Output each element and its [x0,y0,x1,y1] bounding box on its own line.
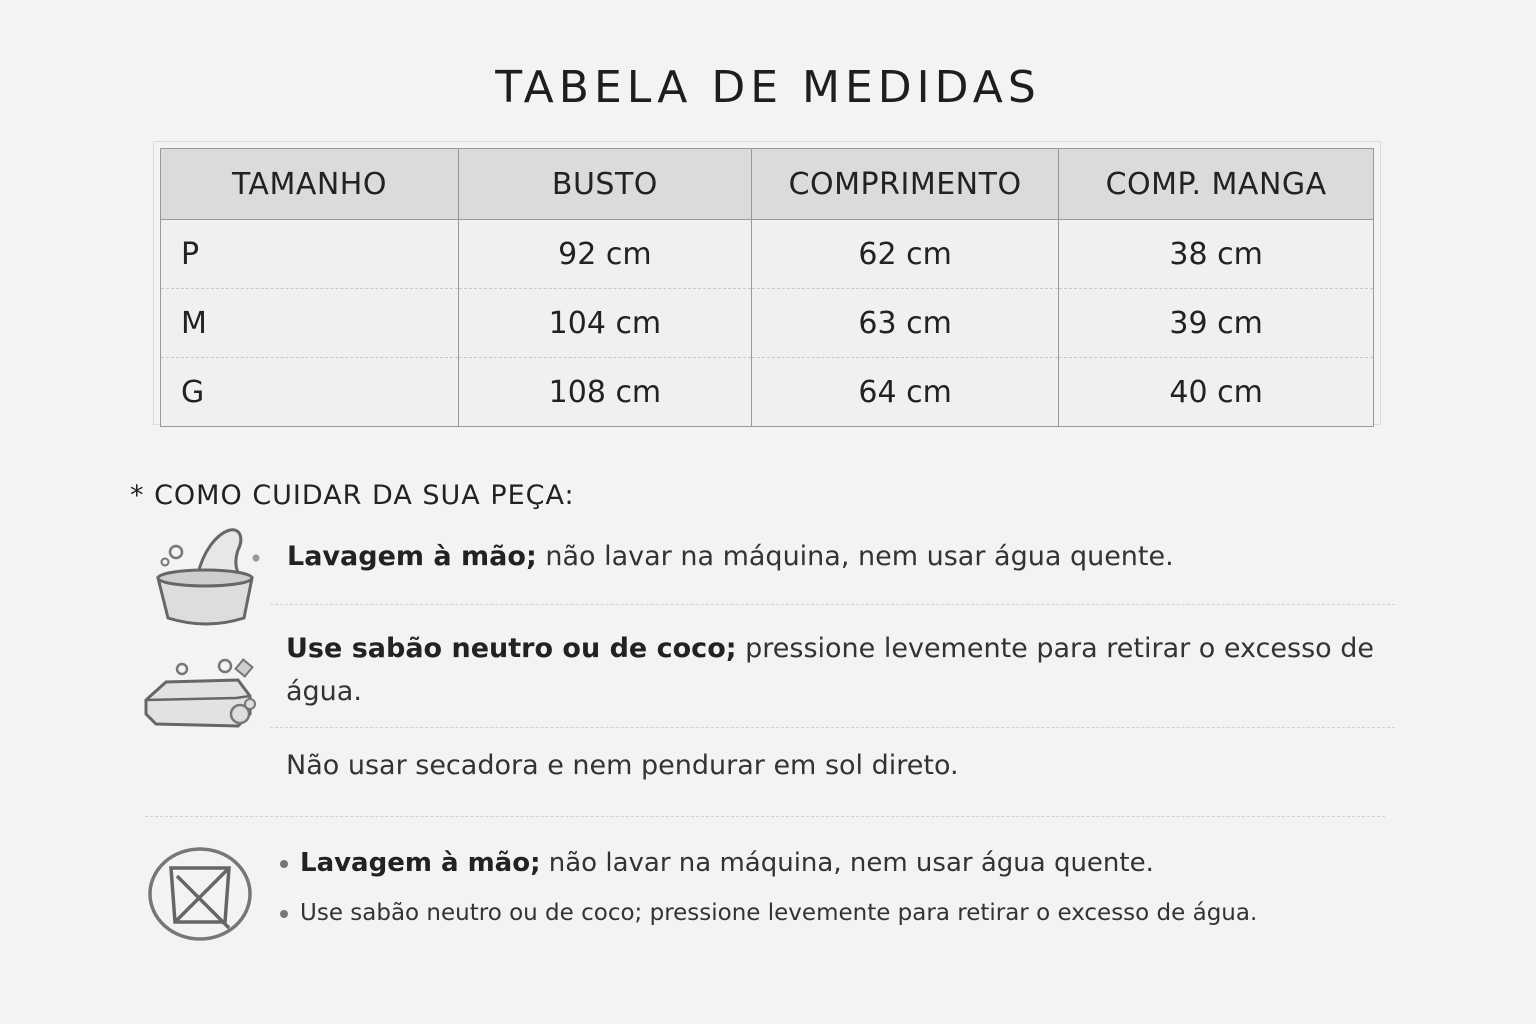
header-busto: BUSTO [458,149,751,220]
table-row [161,289,1374,358]
cell-comp-manga: 39 cm [1059,289,1374,358]
header-comprimento: COMPRIMENTO [751,149,1058,220]
care-item-soap: Use sabão neutro ou de coco; pressione levemente para retirar o excesso de água. [286,633,1374,707]
table-row [161,358,1374,427]
care-item-dryer: Não usar secadora e nem pendurar em sol direto. [286,750,959,781]
divider [270,727,1395,728]
cell-busto: 92 cm [458,220,751,289]
bullet-dot [280,910,288,918]
cell-comprimento: 64 cm [751,358,1058,427]
bullet-item: Lavagem à mão; não lavar na máquina, nem usar água quente. [280,848,1154,878]
header-tamanho: TAMANHO [161,149,459,220]
cell-size: M [161,289,459,358]
cell-comprimento: 63 cm [751,289,1058,358]
cell-comp-manga: 38 cm [1059,220,1374,289]
hand-wash-icon [148,522,264,632]
cell-comp-manga: 40 cm [1059,358,1374,427]
divider [270,604,1395,605]
cell-busto: 108 cm [458,358,751,427]
care-heading: * COMO CUIDAR DA SUA PEÇA: [130,480,575,511]
soap-icon [142,656,264,732]
cell-size: G [161,358,459,427]
divider [145,816,1385,817]
cell-busto: 104 cm [458,289,751,358]
care-item-hand-wash: Lavagem à mão; não lavar na máquina, nem usar água quente. [287,541,1174,572]
cell-size: P [161,220,459,289]
page-title: TABELA DE MEDIDAS [495,62,1041,113]
table-header-row [161,149,1374,220]
cell-comprimento: 62 cm [751,220,1058,289]
table-row [161,220,1374,289]
bullet-item: Use sabão neutro ou de coco; pressione levemente para retirar o excesso de água. [280,900,1257,926]
bullet-dot [280,860,288,868]
no-tumble-dry-icon [147,846,253,942]
header-comp-manga: COMP. MANGA [1059,149,1374,220]
size-table [160,148,1374,427]
